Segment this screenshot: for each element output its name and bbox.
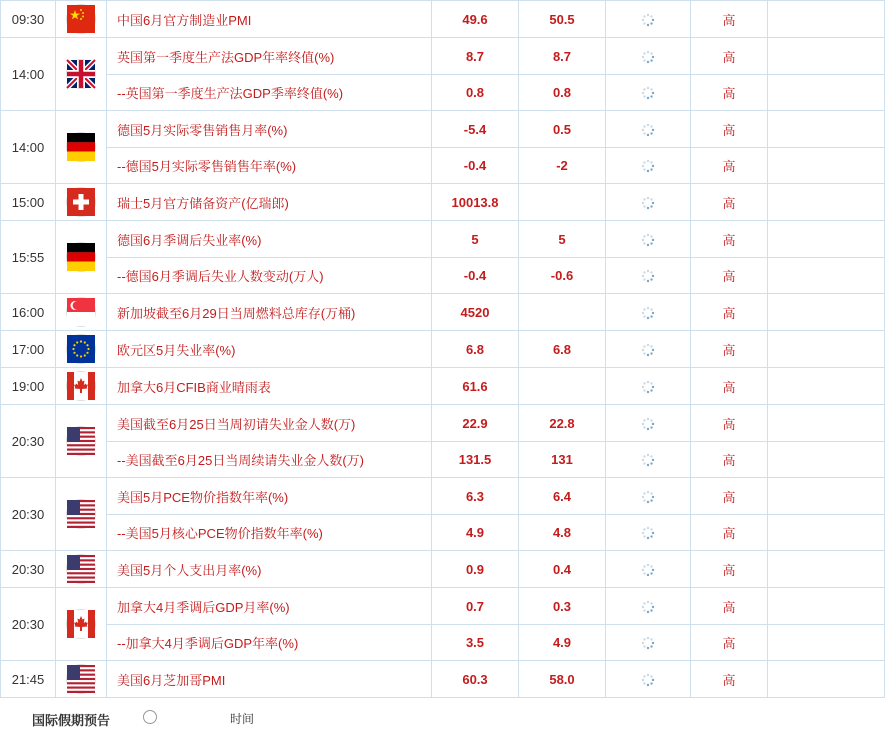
previous-value: 0.9 [432, 551, 519, 588]
forecast-value: -0.6 [519, 258, 606, 294]
table-row [1, 442, 885, 478]
table-row [1, 38, 885, 75]
loading-spinner-icon [641, 343, 655, 357]
time-cell: 20:30 [1, 405, 56, 478]
loading-spinner-icon [641, 196, 655, 210]
event-name[interactable]: 德国6月季调后失业率(%) [107, 221, 432, 258]
event-name[interactable]: 加拿大6月CFIB商业晴雨表 [107, 368, 432, 405]
forecast-value [519, 368, 606, 405]
holiday-preview-section [0, 696, 856, 728]
importance-label: 高 [691, 368, 768, 405]
forecast-value: 5 [519, 221, 606, 258]
de-flag-icon [67, 243, 95, 271]
forecast-value: -2 [519, 148, 606, 184]
forecast-value: 22.8 [519, 405, 606, 442]
event-name[interactable]: --德国5月实际零售销售年率(%) [107, 148, 432, 184]
importance-label: 高 [691, 442, 768, 478]
forecast-value: 0.4 [519, 551, 606, 588]
forecast-value: 6.4 [519, 478, 606, 515]
event-name[interactable]: 瑞士5月官方储备资产(亿瑞郎) [107, 184, 432, 221]
time-cell: 19:00 [1, 368, 56, 405]
time-cell: 09:30 [1, 1, 56, 38]
loading-spinner-icon [641, 380, 655, 394]
forecast-value: 0.5 [519, 111, 606, 148]
event-name[interactable]: --美国5月核心PCE物价指数年率(%) [107, 515, 432, 551]
previous-value: 4520 [432, 294, 519, 331]
de-flag-icon [67, 133, 95, 161]
importance-label: 高 [691, 111, 768, 148]
event-name[interactable]: 中国6月官方制造业PMI [107, 1, 432, 38]
previous-value: -0.4 [432, 148, 519, 184]
table-row [1, 405, 885, 442]
event-name[interactable]: --美国截至6月25日当周续请失业金人数(万) [107, 442, 432, 478]
previous-value: 131.5 [432, 442, 519, 478]
forecast-value: 6.8 [519, 331, 606, 368]
event-name[interactable]: --德国6月季调后失业人数变动(万人) [107, 258, 432, 294]
eu-flag-icon [67, 335, 95, 363]
importance-label: 高 [691, 331, 768, 368]
table-row [1, 661, 885, 698]
table-row [1, 368, 885, 405]
previous-value: 6.3 [432, 478, 519, 515]
table-row [1, 625, 885, 661]
table-row [1, 184, 885, 221]
time-cell: 17:00 [1, 331, 56, 368]
us-flag-icon [67, 555, 95, 583]
event-name[interactable]: 新加坡截至6月29日当周燃料总库存(万桶) [107, 294, 432, 331]
time-cell: 21:45 [1, 661, 56, 698]
table-row [1, 588, 885, 625]
forecast-value: 0.8 [519, 75, 606, 111]
time-cell: 14:00 [1, 111, 56, 184]
cn-flag-icon [67, 5, 95, 33]
previous-value: 4.9 [432, 515, 519, 551]
ca-flag-icon [67, 372, 95, 400]
forecast-value: 4.8 [519, 515, 606, 551]
event-name[interactable]: 美国5月个人支出月率(%) [107, 551, 432, 588]
ca-flag-icon [67, 610, 95, 638]
table-row [1, 515, 885, 551]
gb-flag-icon [67, 60, 95, 88]
table-row [1, 294, 885, 331]
event-name[interactable]: 英国第一季度生产法GDP年率终值(%) [107, 38, 432, 75]
previous-value: 8.7 [432, 38, 519, 75]
table-row [1, 331, 885, 368]
ch-flag-icon [67, 188, 95, 216]
forecast-value [519, 294, 606, 331]
importance-label: 高 [691, 625, 768, 661]
previous-value: 0.8 [432, 75, 519, 111]
loading-spinner-icon [641, 123, 655, 137]
forecast-value: 131 [519, 442, 606, 478]
loading-spinner-icon [641, 453, 655, 467]
time-cell: 20:30 [1, 551, 56, 588]
forecast-value: 0.3 [519, 588, 606, 625]
table-row [1, 221, 885, 258]
event-name[interactable]: 美国截至6月25日当周初请失业金人数(万) [107, 405, 432, 442]
holiday-preview-header: 时间 [230, 712, 255, 726]
forecast-value: 8.7 [519, 38, 606, 75]
time-cell: 20:30 [1, 478, 56, 551]
time-cell: 15:55 [1, 221, 56, 294]
previous-value: 5 [432, 221, 519, 258]
clock-icon [143, 710, 157, 724]
importance-label: 高 [691, 184, 768, 221]
table-row [1, 148, 885, 184]
importance-label: 高 [691, 294, 768, 331]
previous-value: 0.7 [432, 588, 519, 625]
importance-label: 高 [691, 588, 768, 625]
importance-label: 高 [691, 405, 768, 442]
loading-spinner-icon [641, 600, 655, 614]
previous-value: -0.4 [432, 258, 519, 294]
forecast-value: 50.5 [519, 1, 606, 38]
loading-spinner-icon [641, 526, 655, 540]
loading-spinner-icon [641, 306, 655, 320]
loading-spinner-icon [641, 269, 655, 283]
event-name[interactable]: 德国5月实际零售销售月率(%) [107, 111, 432, 148]
table-row [1, 551, 885, 588]
loading-spinner-icon [641, 490, 655, 504]
importance-label: 高 [691, 551, 768, 588]
table-row [1, 478, 885, 515]
table-row [1, 75, 885, 111]
importance-label: 高 [691, 258, 768, 294]
loading-spinner-icon [641, 636, 655, 650]
importance-label: 高 [691, 515, 768, 551]
previous-value: 49.6 [432, 1, 519, 38]
importance-label: 高 [691, 38, 768, 75]
event-name[interactable]: 加拿大4月季调后GDP月率(%) [107, 588, 432, 625]
previous-value: 10013.8 [432, 184, 519, 221]
loading-spinner-icon [641, 417, 655, 431]
loading-spinner-icon [641, 86, 655, 100]
time-cell: 20:30 [1, 588, 56, 661]
event-name[interactable]: --英国第一季度生产法GDP季率终值(%) [107, 75, 432, 111]
time-cell: 16:00 [1, 294, 56, 331]
table-row [1, 111, 885, 148]
importance-label: 高 [691, 221, 768, 258]
sg-flag-icon [67, 298, 95, 326]
importance-label: 高 [691, 75, 768, 111]
previous-value: 6.8 [432, 331, 519, 368]
event-name[interactable]: 美国5月PCE物价指数年率(%) [107, 478, 432, 515]
loading-spinner-icon [641, 50, 655, 64]
time-cell: 14:00 [1, 38, 56, 111]
event-name[interactable]: --加拿大4月季调后GDP年率(%) [107, 625, 432, 661]
event-name[interactable]: 欧元区5月失业率(%) [107, 331, 432, 368]
loading-spinner-icon [641, 13, 655, 27]
loading-spinner-icon [641, 673, 655, 687]
us-flag-icon [67, 427, 95, 455]
importance-label: 高 [691, 661, 768, 698]
time-cell: 15:00 [1, 184, 56, 221]
loading-spinner-icon [641, 159, 655, 173]
importance-label: 高 [691, 1, 768, 38]
loading-spinner-icon [641, 233, 655, 247]
us-flag-icon [67, 665, 95, 693]
event-name[interactable]: 美国6月芝加哥PMI [107, 661, 432, 698]
previous-value: 61.6 [432, 368, 519, 405]
importance-label: 高 [691, 148, 768, 184]
table-row [1, 1, 885, 38]
loading-spinner-icon [641, 563, 655, 577]
previous-value: 22.9 [432, 405, 519, 442]
forecast-value: 4.9 [519, 625, 606, 661]
previous-value: -5.4 [432, 111, 519, 148]
previous-value: 3.5 [432, 625, 519, 661]
importance-label: 高 [691, 478, 768, 515]
forecast-value [519, 184, 606, 221]
us-flag-icon [67, 500, 95, 528]
holiday-preview-title: 国际假期预告 [32, 713, 111, 728]
previous-value: 60.3 [432, 661, 519, 698]
forecast-value: 58.0 [519, 661, 606, 698]
table-row [1, 258, 885, 294]
